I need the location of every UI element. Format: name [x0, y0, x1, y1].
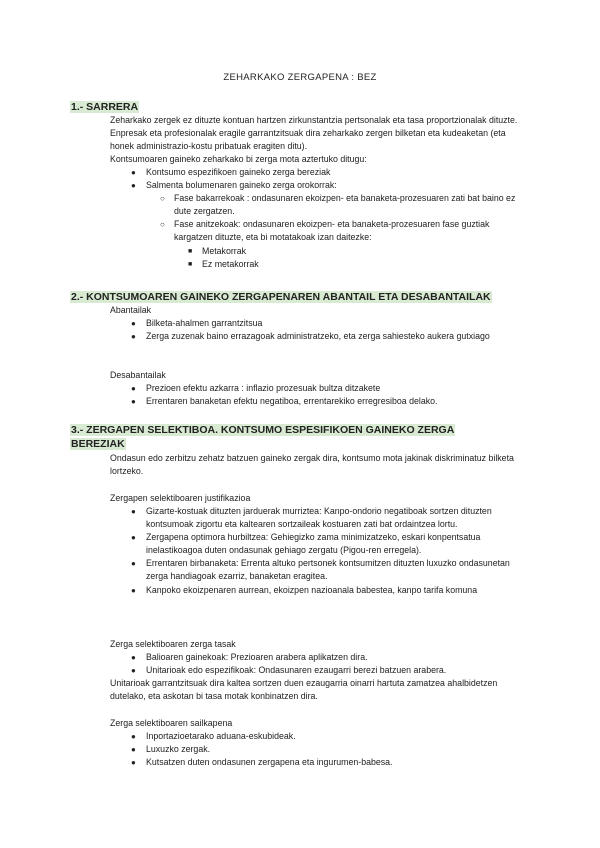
list-item-text: Errentaren birbanaketa: Errenta altuko pertsonek kontsumitzen dituzten luxuzko ondasunetan zerga handiagoak ezarriz, banaketan eragitea. — [146, 558, 510, 582]
classification-list — [110, 730, 520, 769]
square-bullet-icon: ■ — [188, 260, 193, 268]
bullet-icon: ● — [131, 745, 136, 755]
list-item — [110, 743, 520, 756]
justification-list — [110, 505, 520, 597]
list-item-text: Kutsatzen duten ondasunen zergapena eta ingurumen-babesa. — [146, 757, 393, 768]
bullet-icon: ● — [131, 507, 136, 516]
bullet-icon: ● — [131, 559, 136, 569]
square-bullet-icon: ■ — [188, 247, 193, 255]
list-item — [110, 258, 520, 271]
disadvantages-list — [110, 382, 520, 408]
bullet-icon: ● — [131, 319, 136, 328]
list-item — [110, 584, 520, 597]
list-item-text: Bilketa-ahalmen garrantzitsua — [146, 318, 263, 328]
section-1-heading — [70, 100, 139, 114]
bullet-icon: ● — [131, 397, 136, 407]
section-1-heading-text: 1.- SARRERA — [71, 101, 139, 113]
list-item-text: Fase anitzekoak: ondasunaren ekoizpen- eta banaketa-prozesuaren fase guztiak kargatzen dituzte, eta bi motatakoak izan daitezke: — [174, 219, 490, 243]
list-item-text: Metakorrak — [202, 245, 246, 256]
disadvantages-title: Desabantailak — [110, 370, 166, 380]
justification-title: Zergapen selektiboaren justifikazioa — [110, 493, 251, 503]
list-item — [110, 756, 520, 769]
list-item-text: Kanpoko ekoizpenaren aurrean, ekoizpen nazioanala babestea, kanpo tarifa komuna — [146, 584, 478, 595]
bullet-icon: ● — [131, 384, 136, 393]
classification-title: Zerga selektiboaren sailkapena — [110, 718, 233, 728]
list-item — [110, 664, 520, 677]
section-2-heading — [70, 290, 492, 304]
list-item — [110, 730, 520, 743]
list-item — [110, 179, 520, 192]
list-item — [110, 330, 520, 343]
list-item — [110, 218, 520, 244]
section-2-heading-text: 2.- KONTSUMOAREN GAINEKO ZERGAPENAREN ABANTAIL ETA DESABANTAILAK — [71, 291, 491, 303]
section-1-intro: Zeharkako zergek ez dituzte kontuan hartzen zirkunstantzia pertsonalak eta tasa proportzionalak dituzte. Enpresak eta profesionalak eragile garrantzitsuak dira zeharkako zergen bilketan eta kudeaketan (eta honek administrazio-kostu pribatuak eragiten ditu). — [110, 115, 518, 152]
bullet-icon: ● — [131, 181, 136, 191]
bullet-icon: ● — [131, 732, 136, 741]
list-item-text: Ez metakorrak — [202, 258, 259, 269]
list-item-text: Luxuzko zergak. — [146, 744, 211, 755]
list-item-text: Kontsumo espezifikoen gaineko zerga bereziak — [146, 167, 331, 177]
section-3-heading-text: 3.- ZERGAPEN SELEKTIBOA. KONTSUMO ESPESIFIKOEN GAINEKO ZERGA — [71, 424, 455, 436]
rates-title: Zerga selektiboaren zerga tasak — [110, 639, 236, 649]
document-title: ZEHARKAKO ZERGAPENA : BEZ — [223, 72, 377, 83]
section-1-list — [110, 166, 520, 271]
rates-note: Unitarioak garrantzitsuak dira kaltea sortzen duen ezaugarria oinarri hartuta zamatzea ahalbidetzen dutelako, eta askotan bi tasa motak konbinatzen dira. — [110, 678, 498, 702]
list-item-text: Fase bakarrekoak : ondasunaren ekoizpen- eta banaketa-prozesuaren zati bat baino ez dute zergatzen. — [174, 193, 516, 217]
bullet-icon: ● — [131, 533, 136, 543]
list-item — [110, 651, 520, 664]
list-item — [110, 557, 520, 583]
circle-bullet-icon: ○ — [160, 194, 165, 204]
list-item — [110, 505, 520, 531]
list-item — [110, 395, 520, 408]
list-item-text: Balioaren gainekoak: Prezioaren arabera aplikatzen dira. — [146, 652, 368, 662]
bullet-icon: ● — [131, 666, 136, 676]
section-1-line: Kontsumoaren gaineko zeharkako bi zerga mota aztertuko ditugu: — [110, 154, 367, 164]
section-3-heading — [70, 423, 520, 451]
list-item — [110, 531, 520, 557]
list-item-text: Errentaren banaketan efektu negatiboa, errentarekiko erregresiboa delako. — [146, 396, 438, 407]
list-item — [110, 382, 520, 395]
bullet-icon: ● — [131, 332, 136, 342]
advantages-title: Abantailak — [110, 305, 152, 315]
rates-list — [110, 651, 520, 677]
section-3-heading-text-2: BEREZIAK — [71, 438, 125, 450]
circle-bullet-icon: ○ — [160, 220, 165, 230]
bullet-icon: ● — [131, 758, 136, 768]
list-item-text: Salmenta bolumenaren gaineko zerga orokorrak: — [146, 180, 337, 191]
bullet-icon: ● — [131, 585, 136, 595]
list-item — [110, 245, 520, 258]
list-item — [110, 192, 520, 218]
list-item-text: Gizarte-kostuak dituzten jarduerak murriztea: Kanpo-ondorio negatiboak sortzen dituzten kontsumoak zigortu eta kaltearen sortzaileak kostuaren zati bat ordaintzea lortu. — [146, 506, 492, 530]
section-3-intro: Ondasun edo zerbitzu zehatz batzuen gaineko zergak dira, kontsumo mota jakinak diskriminatuz bilketa lortzeko. — [110, 453, 514, 477]
list-item-text: Inportazioetarako aduana-eskubideak. — [146, 731, 296, 741]
list-item-text: Zergapena optimora hurbiltzea: Gehiegizko zama minimizatzeko, eskari konpentsatua inelastikoagoa duten ondasunak gehiago zergatu (Pigou-ren erregela). — [146, 532, 481, 556]
bullet-icon: ● — [131, 168, 136, 177]
list-item-text: Unitarioak edo espezifikoak: Ondasunaren ezaugarri berezi batzuen arabera. — [146, 665, 447, 676]
list-item-text: Prezioen efektu azkarra : inflazio prozesuak bultza ditzakete — [146, 383, 381, 393]
advantages-list — [110, 317, 520, 343]
list-item-text: Zerga zuzenak baino errazagoak administratzeko, eta zerga sahiesteko aukera gutxiago — [146, 331, 490, 342]
list-item — [110, 166, 520, 179]
bullet-icon: ● — [131, 653, 136, 662]
list-item — [110, 317, 520, 330]
